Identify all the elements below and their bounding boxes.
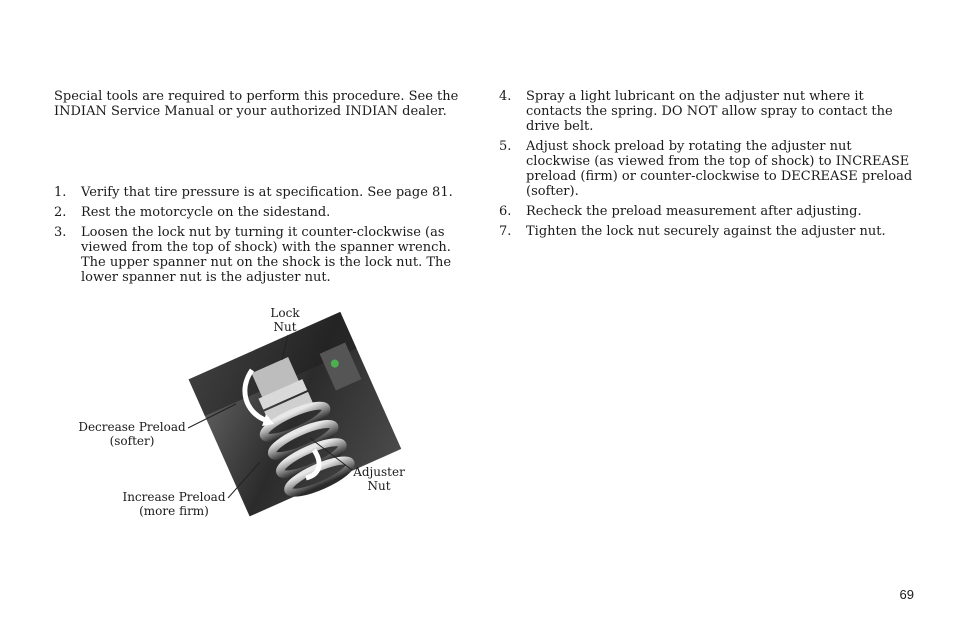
adjuster-nut-label: [348, 465, 410, 493]
lock-nut-label: [260, 306, 310, 334]
step-item: [499, 89, 919, 134]
label-line: (softer): [109, 434, 155, 448]
step-item: [54, 205, 474, 220]
label-line: (more firm): [139, 504, 209, 518]
shock-adjuster-figure: [60, 300, 420, 530]
label-line: Nut: [273, 320, 297, 334]
step-number: 1.: [54, 185, 67, 200]
step-text: Loosen the lock nut by turning it counter-clockwise (as viewed from the top of shock) with the spanner wrench. The upper spanner nut on the shock is the lock nut. The lower spanner nut is the adjuster nut.: [81, 225, 452, 285]
steps-list-left: [54, 185, 474, 290]
step-text: Adjust shock preload by rotating the adjuster nut clockwise (as viewed from the top of shock) to INCREASE preload (firm) or counter-clockwise to DECREASE preload (softer).: [526, 139, 913, 199]
step-item: [54, 185, 474, 200]
step-text: Tighten the lock nut securely against the adjuster nut.: [526, 224, 886, 239]
step-item: [499, 204, 919, 219]
steps-list-right: [499, 89, 919, 244]
shock-photo: [60, 300, 420, 530]
step-number: 5.: [499, 139, 512, 154]
step-number: 2.: [54, 205, 67, 220]
page-number: 69: [899, 587, 914, 602]
step-text: Rest the motorcycle on the sidestand.: [81, 205, 331, 220]
label-line: Lock: [270, 306, 300, 320]
step-number: 3.: [54, 225, 67, 240]
step-item: [499, 224, 919, 239]
increase-preload-label: [116, 490, 232, 518]
step-item: [54, 225, 474, 285]
step-number: 6.: [499, 204, 512, 219]
step-number: 4.: [499, 89, 512, 104]
intro-paragraph: Special tools are required to perform this procedure. See the INDIAN Service Manual or your authorized INDIAN dealer.: [54, 89, 459, 119]
label-line: Adjuster: [353, 465, 405, 479]
step-text: Spray a light lubricant on the adjuster nut where it contacts the spring. DO NOT allow spray to contact the drive belt.: [526, 89, 893, 134]
step-number: 7.: [499, 224, 512, 239]
label-line: Increase Preload: [122, 490, 226, 504]
step-text: Recheck the preload measurement after adjusting.: [526, 204, 862, 219]
decrease-preload-label: [72, 420, 192, 448]
label-line: Decrease Preload: [78, 420, 186, 434]
step-text: Verify that tire pressure is at specification. See page 81.: [81, 185, 453, 200]
label-line: Nut: [367, 479, 391, 493]
step-item: [499, 139, 919, 199]
